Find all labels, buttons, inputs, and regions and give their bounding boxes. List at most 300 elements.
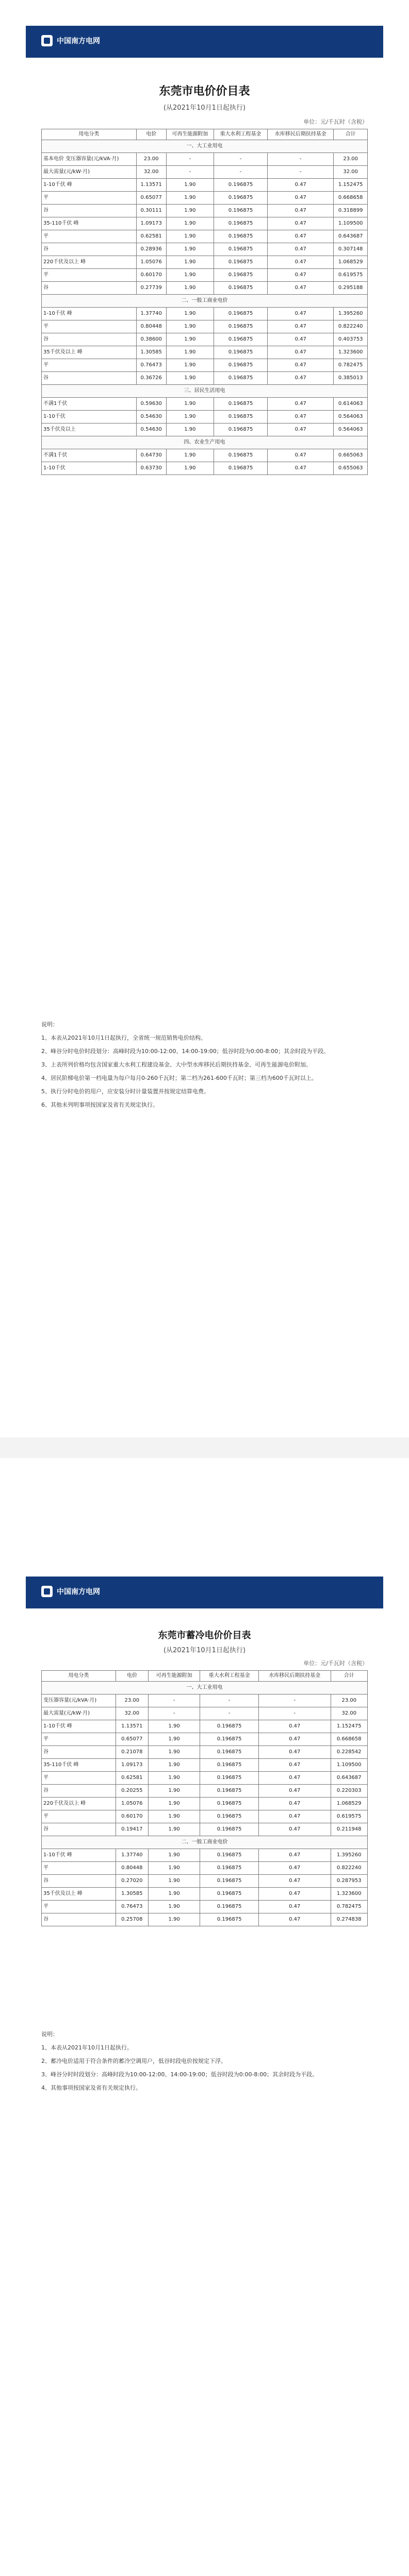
table-row xyxy=(42,1913,368,1926)
table-row xyxy=(42,1875,368,1888)
table-cell: 0.47 xyxy=(258,1849,331,1862)
table-cell: 0.220303 xyxy=(331,1785,367,1798)
table-cell: 0.65077 xyxy=(116,1733,148,1746)
table-cell: 23.00 xyxy=(116,1694,148,1707)
table-cell: 最大需量(元/kW·月) xyxy=(42,166,137,179)
table-header-row xyxy=(42,1671,368,1682)
category-cell: 四、农业生产用电 xyxy=(42,436,368,449)
table-row xyxy=(42,449,368,462)
table-cell: 0.196875 xyxy=(214,205,267,217)
table-cell: 1.90 xyxy=(166,398,214,411)
table-cell: 0.196875 xyxy=(200,1810,259,1823)
table-cell: 0.196875 xyxy=(214,333,267,346)
table-row xyxy=(42,462,368,475)
table-cell: 谷 xyxy=(42,333,137,346)
table-cell: 1.90 xyxy=(148,1746,200,1759)
table-cell: 0.196875 xyxy=(214,308,267,320)
table-cell: 32.00 xyxy=(136,166,166,179)
page-subtitle: (从2021年10月1日起执行) xyxy=(163,104,246,112)
table-cell: 0.668658 xyxy=(331,1733,367,1746)
table-cell: 0.76473 xyxy=(136,359,166,372)
table-cell: - xyxy=(148,1694,200,1707)
table-cell: 1.90 xyxy=(148,1785,200,1798)
table-cell: 0.47 xyxy=(258,1913,331,1926)
notes xyxy=(41,2030,371,2097)
table-cell: 0.19417 xyxy=(116,1823,148,1836)
table-cell: 平 xyxy=(42,192,137,205)
table-row xyxy=(42,411,368,423)
table-cell: 基本电价 变压器容量(元/kVA·月) xyxy=(42,153,137,166)
table-cell: 0.643687 xyxy=(334,230,368,243)
table-cell: 1.90 xyxy=(166,230,214,243)
table-cell: 0.782475 xyxy=(334,359,368,372)
table-cell: 220千伏及以上 峰 xyxy=(42,256,137,269)
table-cell: 0.30111 xyxy=(136,205,166,217)
table-cell: 1.05076 xyxy=(116,1798,148,1810)
table-cell: 1.90 xyxy=(148,1720,200,1733)
table-cell: 0.619575 xyxy=(334,269,368,282)
table-row xyxy=(42,205,368,217)
logo xyxy=(41,1586,100,1597)
table-cell: 0.318899 xyxy=(334,205,368,217)
table-cell: 1.37740 xyxy=(136,308,166,320)
table-cell: 0.20255 xyxy=(116,1785,148,1798)
table-cell: 0.47 xyxy=(268,308,334,320)
table-cell: 1.395260 xyxy=(331,1849,367,1862)
table-row xyxy=(42,436,368,449)
logo-icon xyxy=(41,35,53,46)
table-cell: 0.47 xyxy=(268,423,334,436)
table-cell: 1.90 xyxy=(166,243,214,256)
table-cell: 0.196875 xyxy=(200,1785,259,1798)
table-row xyxy=(42,385,368,398)
table-cell: 0.822240 xyxy=(334,320,368,333)
table-cell: 0.62581 xyxy=(136,230,166,243)
table-cell: 0.196875 xyxy=(200,1901,259,1913)
table-cell: 32.00 xyxy=(116,1707,148,1720)
table-row xyxy=(42,230,368,243)
table-cell: 1.09173 xyxy=(136,217,166,230)
table-cell: 1.90 xyxy=(148,1888,200,1901)
table-cell: 平 xyxy=(42,1772,116,1785)
table-cell: 0.196875 xyxy=(200,1849,259,1862)
table-row xyxy=(42,308,368,320)
table-cell: 平 xyxy=(42,1733,116,1746)
table-cell: 1.90 xyxy=(166,282,214,295)
table-cell: 1.90 xyxy=(166,346,214,359)
table-row xyxy=(42,1785,368,1798)
note-paragraph: 5、执行分时电价的用户，应安装分时计量装置并按规定结算电费。 xyxy=(41,1088,209,1095)
table-cell: 0.47 xyxy=(268,230,334,243)
column-header: 合计 xyxy=(331,1671,367,1682)
table-row xyxy=(42,1746,368,1759)
table-cell: 1-10千伏 峰 xyxy=(42,179,137,192)
table-cell: 0.196875 xyxy=(214,256,267,269)
table-cell: 35千伏及以上 xyxy=(42,423,137,436)
table-cell: 0.655063 xyxy=(334,462,368,475)
table-cell: 0.403753 xyxy=(334,333,368,346)
table-row xyxy=(42,1888,368,1901)
table-cell: 0.196875 xyxy=(214,372,267,385)
table-cell: 1.90 xyxy=(148,1733,200,1746)
page-separator xyxy=(0,1437,409,1458)
table-cell: 35-110千伏 峰 xyxy=(42,1759,116,1772)
table-cell: 0.47 xyxy=(258,1798,331,1810)
column-header: 可再生能源附加 xyxy=(148,1671,200,1682)
table-cell: 1.90 xyxy=(148,1913,200,1926)
table-row xyxy=(42,217,368,230)
note-paragraph: 4、其他事项按国家及省有关规定执行。 xyxy=(41,2084,141,2091)
document-page-2 xyxy=(0,1458,409,2576)
table-cell: 谷 xyxy=(42,1913,116,1926)
table-cell: 0.47 xyxy=(268,282,334,295)
column-header: 用电分类 xyxy=(42,1671,116,1682)
table-cell: 0.196875 xyxy=(214,462,267,475)
table-row xyxy=(42,1720,368,1733)
table-cell: 1.90 xyxy=(148,1849,200,1862)
note-paragraph: 3、上表所列价格均包含国家重大水利工程建设基金、大中型水库移民后期扶持基金、可再生能源电价附加。 xyxy=(41,1061,312,1068)
table-cell: 0.47 xyxy=(268,372,334,385)
table-cell: 23.00 xyxy=(334,153,368,166)
table-cell: 0.80448 xyxy=(136,320,166,333)
table-row xyxy=(42,1759,368,1772)
table-cell: 1-10千伏 xyxy=(42,411,137,423)
table-cell: 0.54630 xyxy=(136,411,166,423)
table-cell: 0.47 xyxy=(258,1875,331,1888)
table-cell: 谷 xyxy=(42,1785,116,1798)
table-row xyxy=(42,282,368,295)
notes xyxy=(41,1020,371,1114)
table-cell: 1.395260 xyxy=(334,308,368,320)
table-row xyxy=(42,1772,368,1785)
table-cell: 35-110千伏 峰 xyxy=(42,217,137,230)
note-paragraph: 2、蓄冷电价适用于符合条件的蓄冷空调用户，低谷时段电价按规定下浮。 xyxy=(41,2058,226,2064)
table-cell: 平 xyxy=(42,1810,116,1823)
table-header-row xyxy=(42,129,368,140)
table-row xyxy=(42,1707,368,1720)
table-cell: 1.30585 xyxy=(116,1888,148,1901)
table-cell: 1.90 xyxy=(166,269,214,282)
table-cell: 0.47 xyxy=(258,1772,331,1785)
category-cell: 二、一般工商业电价 xyxy=(42,295,368,308)
table-cell: 谷 xyxy=(42,282,137,295)
table-cell: 0.47 xyxy=(258,1733,331,1746)
column-header: 水库移民后期扶持基金 xyxy=(258,1671,331,1682)
table-row xyxy=(42,333,368,346)
table-cell: 0.59630 xyxy=(136,398,166,411)
column-header: 电价 xyxy=(136,129,166,140)
table-cell: 0.47 xyxy=(268,243,334,256)
table-cell: 0.196875 xyxy=(200,1772,259,1785)
table-cell: 不满1千伏 xyxy=(42,398,137,411)
table-cell: 0.47 xyxy=(268,359,334,372)
table-cell: 0.307148 xyxy=(334,243,368,256)
category-cell: 一、大工业用电 xyxy=(42,1682,368,1694)
table-cell: 0.196875 xyxy=(200,1759,259,1772)
note-paragraph: 3、峰谷分时时段划分：高峰时段为10:00-12:00、14:00-19:00；低谷时段为0:00-8:00；其余时段为平段。 xyxy=(41,2071,318,2078)
table-cell: 0.295188 xyxy=(334,282,368,295)
table-cell: - xyxy=(166,166,214,179)
table-cell: 1.068529 xyxy=(334,256,368,269)
table-cell: 1.90 xyxy=(166,320,214,333)
table-cell: 0.64730 xyxy=(136,449,166,462)
table-cell: 1-10千伏 峰 xyxy=(42,1720,116,1733)
table-cell: 0.196875 xyxy=(214,269,267,282)
table-row xyxy=(42,1836,368,1849)
table-cell: 0.47 xyxy=(268,449,334,462)
table-row xyxy=(42,346,368,359)
table-cell: 0.47 xyxy=(268,346,334,359)
column-header: 重大水利工程基金 xyxy=(214,129,267,140)
table-cell: 220千伏及以上 峰 xyxy=(42,1798,116,1810)
table-cell: 0.47 xyxy=(258,1759,331,1772)
table-cell: - xyxy=(200,1694,259,1707)
table-cell: 0.196875 xyxy=(214,423,267,436)
table-row xyxy=(42,1682,368,1694)
table-row xyxy=(42,423,368,436)
table-row xyxy=(42,1901,368,1913)
table-cell: 0.196875 xyxy=(214,179,267,192)
table-cell: 不满1千伏 xyxy=(42,449,137,462)
table-row xyxy=(42,166,368,179)
table-cell: 0.54630 xyxy=(136,423,166,436)
table-cell: - xyxy=(214,153,267,166)
column-header: 用电分类 xyxy=(42,129,137,140)
table-cell: 1.109500 xyxy=(331,1759,367,1772)
table-cell: 0.196875 xyxy=(214,359,267,372)
table-cell: 0.47 xyxy=(268,462,334,475)
table-cell: 0.196875 xyxy=(214,346,267,359)
table-cell: 1.152475 xyxy=(334,179,368,192)
table-cell: 1.109500 xyxy=(334,217,368,230)
table-cell: 0.196875 xyxy=(214,449,267,462)
table-cell: - xyxy=(214,166,267,179)
table-cell: 谷 xyxy=(42,243,137,256)
table-cell: 1.90 xyxy=(166,192,214,205)
note-paragraph: 2、峰谷分时电价时段划分：高峰时段为10:00-12:00、14:00-19:00；低谷时段为0:00-8:00；其余时段为平段。 xyxy=(41,1048,330,1055)
table-cell: 0.62581 xyxy=(116,1772,148,1785)
table-cell: 0.564063 xyxy=(334,423,368,436)
table-cell: - xyxy=(258,1707,331,1720)
table-cell: 0.47 xyxy=(258,1810,331,1823)
column-header: 合计 xyxy=(334,129,368,140)
note-paragraph: 6、其他未列明事项按国家及省有关规定执行。 xyxy=(41,1101,158,1108)
table-cell: 1.90 xyxy=(166,423,214,436)
note-paragraph: 说明： xyxy=(41,1021,58,1028)
table-cell: 平 xyxy=(42,1862,116,1875)
table-cell: 0.211948 xyxy=(331,1823,367,1836)
header-banner xyxy=(26,26,383,58)
table-cell: 平 xyxy=(42,269,137,282)
table-cell: 35千伏及以上 峰 xyxy=(42,346,137,359)
table-cell: 0.822240 xyxy=(331,1862,367,1875)
table-cell: 平 xyxy=(42,320,137,333)
table-cell: 0.47 xyxy=(258,1746,331,1759)
table-row xyxy=(42,372,368,385)
table-cell: - xyxy=(268,153,334,166)
table-cell: 0.196875 xyxy=(214,411,267,423)
table-cell: - xyxy=(166,153,214,166)
table-cell: 1.323600 xyxy=(334,346,368,359)
table-cell: 1-10千伏 峰 xyxy=(42,308,137,320)
table-cell: 23.00 xyxy=(331,1694,367,1707)
page-title: 东莞市蓄冷电价价目表 xyxy=(158,1630,251,1641)
table-cell: 1.90 xyxy=(148,1759,200,1772)
table-cell: 1.323600 xyxy=(331,1888,367,1901)
table-cell: 1.90 xyxy=(166,462,214,475)
table-cell: 23.00 xyxy=(136,153,166,166)
table-cell: 0.60170 xyxy=(136,269,166,282)
table-cell: 1-10千伏 xyxy=(42,462,137,475)
table-cell: 0.196875 xyxy=(214,230,267,243)
column-header: 水库移民后期扶持基金 xyxy=(268,129,334,140)
table-row xyxy=(42,243,368,256)
table-cell: 1.90 xyxy=(166,205,214,217)
table-cell: 1.05076 xyxy=(136,256,166,269)
table-cell: 0.196875 xyxy=(200,1823,259,1836)
table-cell: 35千伏及以上 峰 xyxy=(42,1888,116,1901)
table-cell: 32.00 xyxy=(334,166,368,179)
logo-text: 中国南方电网 xyxy=(57,37,100,45)
logo xyxy=(41,35,100,46)
table-row xyxy=(42,1810,368,1823)
table-cell: 0.196875 xyxy=(214,192,267,205)
table-row xyxy=(42,1798,368,1810)
table-cell: 0.228542 xyxy=(331,1746,367,1759)
table-cell: 0.196875 xyxy=(200,1720,259,1733)
table-cell: 0.287953 xyxy=(331,1875,367,1888)
table-cell: 1.90 xyxy=(148,1798,200,1810)
table-cell: 平 xyxy=(42,1901,116,1913)
table-cell: 1.90 xyxy=(148,1823,200,1836)
table-cell: 0.27020 xyxy=(116,1875,148,1888)
table-cell: 0.47 xyxy=(268,179,334,192)
table-cell: 1.30585 xyxy=(136,346,166,359)
table-cell: 1.90 xyxy=(166,372,214,385)
table-row xyxy=(42,1862,368,1875)
table-cell: 最大需量(元/kW·月) xyxy=(42,1707,116,1720)
table-cell: 0.196875 xyxy=(214,398,267,411)
table-cell: 1.90 xyxy=(166,179,214,192)
table-cell: 1.90 xyxy=(166,359,214,372)
table-cell: 谷 xyxy=(42,372,137,385)
table-cell: 1-10千伏 峰 xyxy=(42,1849,116,1862)
table-cell: 0.385013 xyxy=(334,372,368,385)
table-cell: 0.47 xyxy=(258,1823,331,1836)
column-header: 重大水利工程基金 xyxy=(200,1671,259,1682)
table-cell: 谷 xyxy=(42,205,137,217)
unit-label: 单位：元/千瓦时（含税） xyxy=(303,1660,368,1667)
table-cell: 1.90 xyxy=(166,308,214,320)
table-cell: 0.47 xyxy=(268,320,334,333)
table-cell: 0.28936 xyxy=(136,243,166,256)
unit-label: 单位：元/千瓦时（含税） xyxy=(303,118,368,125)
table-cell: 0.47 xyxy=(258,1901,331,1913)
category-cell: 三、居民生活用电 xyxy=(42,385,368,398)
table-cell: 0.196875 xyxy=(200,1798,259,1810)
table-cell: 0.643687 xyxy=(331,1772,367,1785)
table-cell: 32.00 xyxy=(331,1707,367,1720)
note-paragraph: 1、本表从2021年10月1日起执行，全省统一规范销售电价结构。 xyxy=(41,1035,206,1041)
table-cell: 0.47 xyxy=(258,1862,331,1875)
table-row xyxy=(42,359,368,372)
table-row xyxy=(42,320,368,333)
table-cell: 1.90 xyxy=(166,411,214,423)
header-banner xyxy=(26,1577,383,1608)
table-cell: 0.196875 xyxy=(214,282,267,295)
table-cell: 0.668658 xyxy=(334,192,368,205)
table-row xyxy=(42,192,368,205)
table-row xyxy=(42,398,368,411)
table-cell: 1.90 xyxy=(148,1901,200,1913)
table-cell: - xyxy=(258,1694,331,1707)
table-cell: 0.47 xyxy=(258,1888,331,1901)
note-paragraph: 4、居民阶梯电价第一档电量为每户每月0-260千瓦时；第二档为261-600千瓦时；第三档为600千瓦时以上。 xyxy=(41,1075,317,1081)
table-cell: 0.76473 xyxy=(116,1901,148,1913)
table-cell: 1.90 xyxy=(148,1862,200,1875)
logo-text: 中国南方电网 xyxy=(57,1588,100,1596)
column-header: 可再生能源附加 xyxy=(166,129,214,140)
table-cell: 0.47 xyxy=(268,205,334,217)
table-cell: 0.782475 xyxy=(331,1901,367,1913)
table-cell: 谷 xyxy=(42,1746,116,1759)
price-table xyxy=(41,1670,368,1926)
table-row xyxy=(42,269,368,282)
table-cell: 0.25708 xyxy=(116,1913,148,1926)
table-row xyxy=(42,295,368,308)
table-row xyxy=(42,153,368,166)
table-cell: 0.47 xyxy=(268,192,334,205)
table-cell: 1.90 xyxy=(148,1810,200,1823)
table-cell: 0.196875 xyxy=(200,1875,259,1888)
table-cell: 0.60170 xyxy=(116,1810,148,1823)
table-cell: 0.47 xyxy=(268,398,334,411)
table-cell: 0.274838 xyxy=(331,1913,367,1926)
page-subtitle: (从2021年10月1日起执行) xyxy=(163,1647,246,1654)
table-cell: 0.196875 xyxy=(200,1888,259,1901)
table-cell: 0.196875 xyxy=(200,1862,259,1875)
table-row xyxy=(42,1733,368,1746)
table-cell: 0.47 xyxy=(268,217,334,230)
table-cell: 0.619575 xyxy=(331,1810,367,1823)
table-cell: 1.90 xyxy=(148,1875,200,1888)
table-cell: 谷 xyxy=(42,1823,116,1836)
table-cell: 1.90 xyxy=(166,449,214,462)
price-table xyxy=(41,129,368,475)
table-cell: 0.47 xyxy=(268,256,334,269)
table-cell: 1.152475 xyxy=(331,1720,367,1733)
table-row xyxy=(42,1849,368,1862)
table-cell: 0.27739 xyxy=(136,282,166,295)
table-cell: 平 xyxy=(42,230,137,243)
table-cell: 0.63730 xyxy=(136,462,166,475)
table-cell: - xyxy=(200,1707,259,1720)
table-cell: 0.196875 xyxy=(200,1733,259,1746)
page-title: 东莞市电价价目表 xyxy=(159,85,250,98)
table-cell: 变压器容量(元/kVA·月) xyxy=(42,1694,116,1707)
table-cell: 0.196875 xyxy=(214,217,267,230)
table-row xyxy=(42,1823,368,1836)
table-cell: 0.47 xyxy=(258,1720,331,1733)
table-cell: 1.37740 xyxy=(116,1849,148,1862)
table-cell: 1.90 xyxy=(166,217,214,230)
table-cell: 0.196875 xyxy=(200,1746,259,1759)
table-cell: 0.36726 xyxy=(136,372,166,385)
table-cell: - xyxy=(148,1707,200,1720)
table-cell: - xyxy=(268,166,334,179)
table-cell: 0.614063 xyxy=(334,398,368,411)
table-cell: 1.90 xyxy=(148,1772,200,1785)
